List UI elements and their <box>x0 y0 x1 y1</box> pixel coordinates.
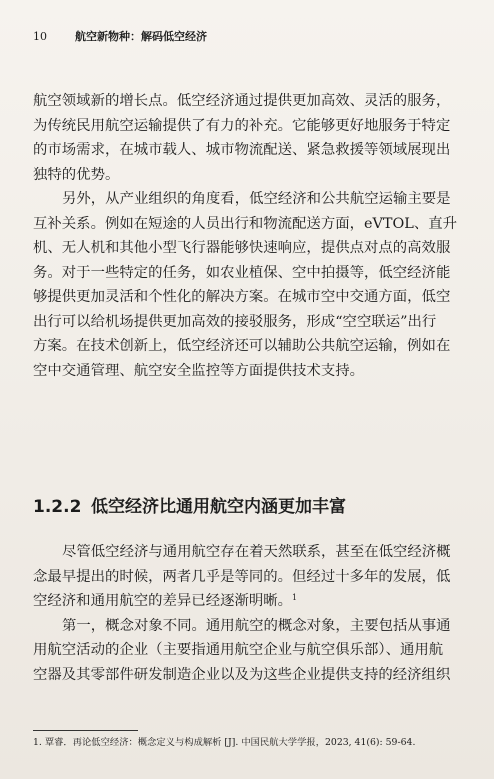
footnote: 1. 覃睿．再论低空经济：概念定义与构成解析 [J]. 中国民航大学学报，2023, 41(6): 59-64. <box>33 737 416 748</box>
paragraph-2 <box>33 187 465 383</box>
text-line: 的市场需求，在城市载人、城市物流配送、紧急救援等领域展现出 <box>33 142 451 158</box>
text-line: 为传统民用航空运输提供了有力的补充。它能够更好地服务于特定 <box>33 117 451 134</box>
footnote-reference[interactable]: 1 <box>292 593 298 602</box>
paragraph-3 <box>33 540 465 614</box>
page-number: 10 <box>33 30 47 43</box>
section-title: 低空经济比通用航空内涵更加丰富 <box>91 497 346 517</box>
running-head <box>33 30 463 44</box>
text-line: 独特的优势。 <box>33 166 120 183</box>
text-line <box>33 589 465 614</box>
text-line: 空中交通管理、航空安全监控等方面提供技术支持。 <box>33 362 364 379</box>
body-text-bottom <box>33 540 465 687</box>
text-line: 另外，从产业组织的角度看，低空经济和公共航空运输主要是 <box>62 191 451 207</box>
body-text-top <box>33 89 465 383</box>
text-line: 务。对于一些特定的任务，如农业植保、空中拍摄等，低空经济能 <box>33 264 451 281</box>
paragraph-4 <box>33 614 465 688</box>
text-line: 念最早提出的时候，两者几乎是等同的。但经过十多年的发展，低 <box>33 568 451 585</box>
text-line: 航空领域新的增长点。低空经济通过提供更加高效、灵活的服务， <box>33 93 451 109</box>
footnote-divider <box>33 730 138 731</box>
text-line: 机、无人机和其他小型飞行器能够快速响应，提供点对点的高效服 <box>33 240 451 256</box>
text-line: 尽管低空经济与通用航空存在着天然联系，甚至在低空经济概 <box>62 544 451 560</box>
paragraph-1 <box>33 89 465 187</box>
text-line: 够提供更加灵活和个性化的解决方案。在城市空中交通方面，低空 <box>33 289 451 305</box>
section-number: 1.2.2 <box>33 497 82 517</box>
text-line: 用航空活动的企业（主要指通用航空企业与航空俱乐部）、通用航 <box>33 642 444 658</box>
text-line: 空器及其零部件研发制造企业以及为这些企业提供支持的经济组织 <box>33 666 451 683</box>
text-line: 出行可以给机场提供更加高效的接驳服务，形成“空空联运”出行 <box>33 313 437 330</box>
running-head-title: 航空新物种：解码低空经济 <box>75 30 207 43</box>
text-line: 互补关系。例如在短途的人员出行和物流配送方面，eVTOL、直升 <box>33 215 458 232</box>
text-line: 方案。在技术创新上，低空经济还可以辅助公共航空运输，例如在 <box>33 338 451 354</box>
text-line: 第一，概念对象不同。通用航空的概念对象，主要包括从事通 <box>62 617 451 634</box>
text-line-content: 空经济和通用航空的差异已经逐渐明晰。 <box>33 593 293 609</box>
section-heading <box>33 496 465 518</box>
